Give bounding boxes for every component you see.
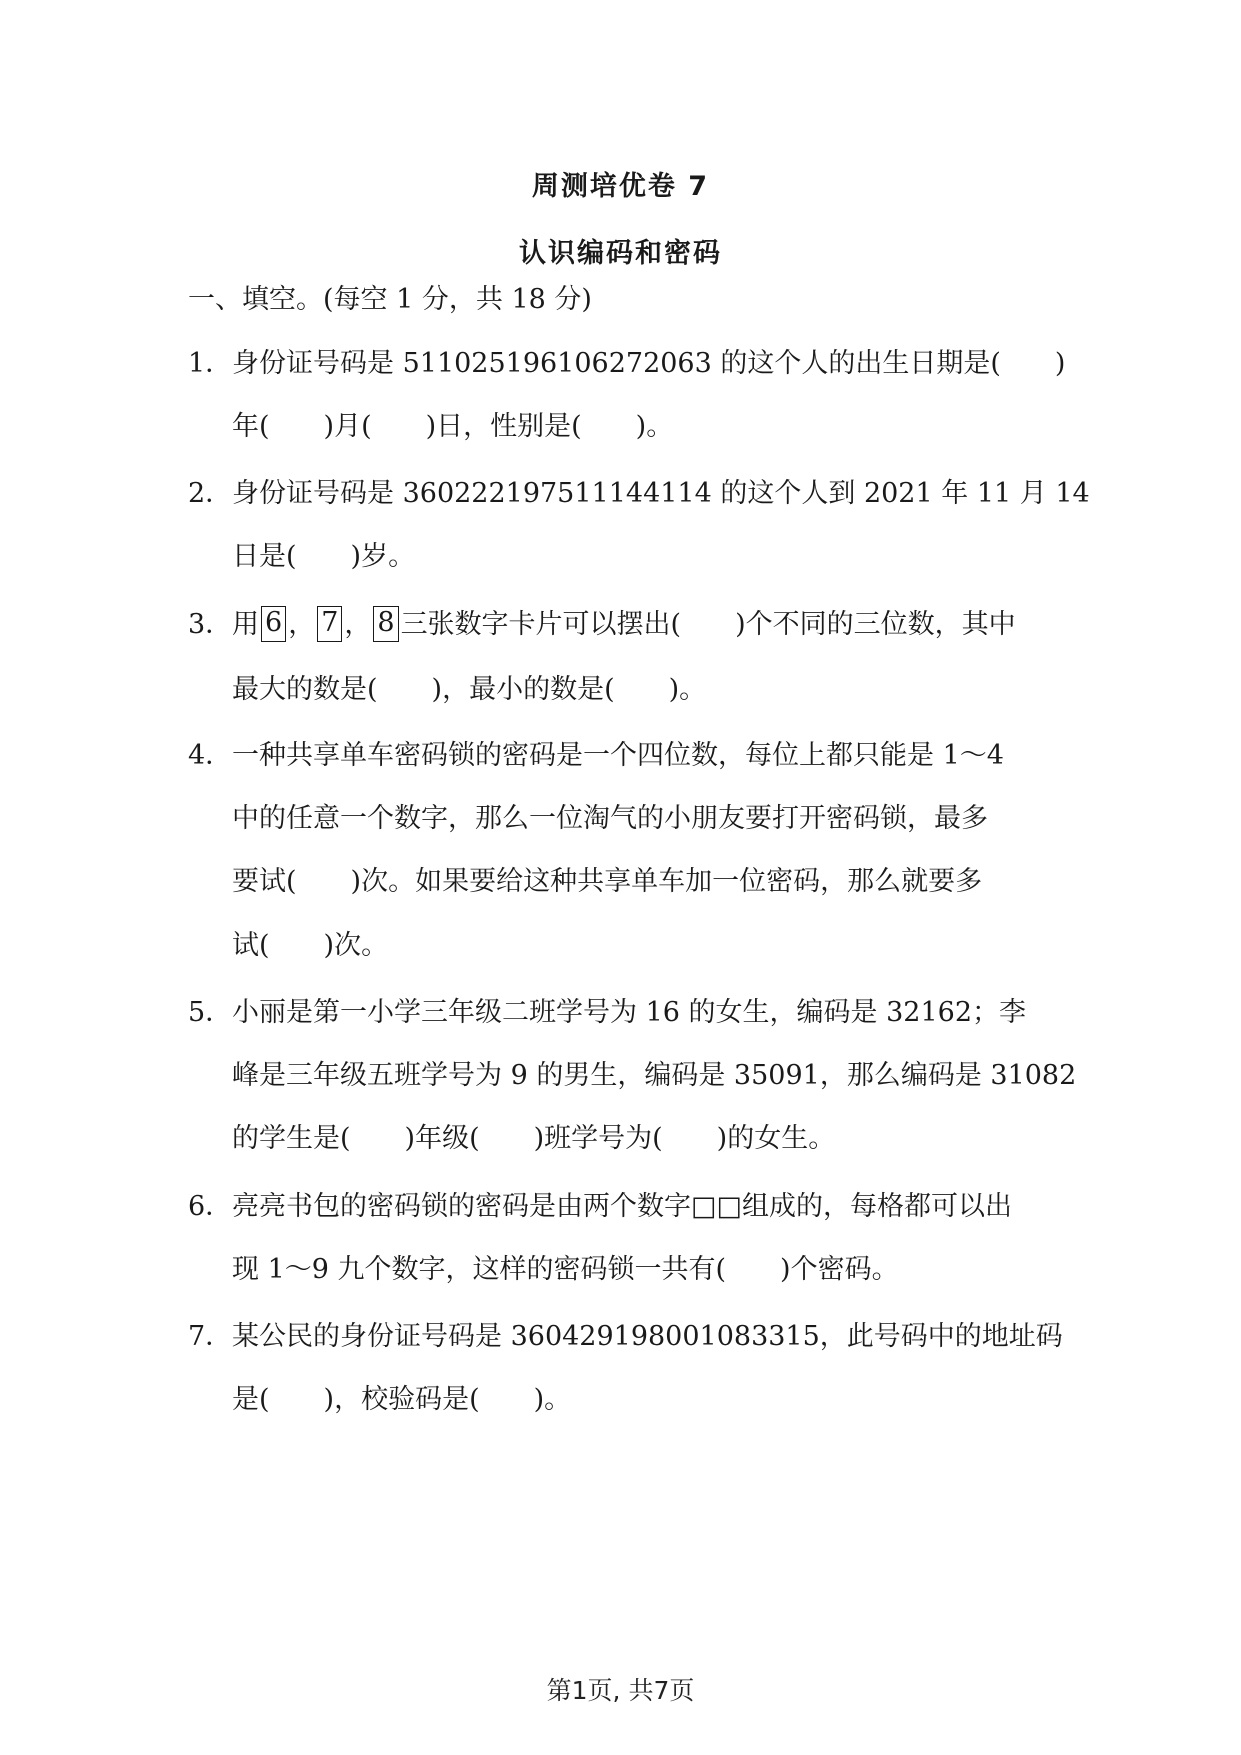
page-title: 周测培优卷 7 — [531, 171, 710, 202]
digit-card-7: 7 — [317, 606, 342, 642]
question-3-prefix: 用 — [232, 609, 259, 640]
question-3-line-2: 最大的数是( )，最小的数是( )。 — [232, 674, 707, 705]
question-5-line-1: 小丽是第一小学三年级二班学号为 16 的女生，编码是 32162；李 — [232, 997, 1026, 1028]
question-1-line-1: 身份证号码是 511025196106272063 的这个人的出生日期是( ) — [232, 348, 1066, 379]
page-footer: 第1页, 共7页 — [546, 1676, 695, 1705]
question-1-number: 1． — [188, 348, 233, 379]
question-6-number: 6． — [188, 1191, 233, 1222]
question-4-line-4: 试( )次。 — [232, 930, 389, 961]
question-4-line-3: 要试( )次。如果要给这种共享单车加一位密码，那么就要多 — [232, 866, 983, 897]
question-5-line-2: 峰是三年级五班学号为 9 的男生，编码是 35091，那么编码是 31082 — [232, 1060, 1077, 1091]
section-heading: 一、填空。(每空 1 分，共 18 分) — [188, 284, 592, 315]
question-7-number: 7． — [188, 1321, 233, 1352]
question-3-number: 3． — [188, 609, 233, 640]
question-3-suffix: 三张数字卡片可以摆出( )个不同的三位数，其中 — [400, 609, 1016, 640]
question-4-line-1: 一种共享单车密码锁的密码是一个四位数，每位上都只能是 1～4 — [232, 740, 1004, 771]
question-7-line-2: 是( )，校验码是( )。 — [232, 1384, 572, 1415]
question-5-line-3: 的学生是( )年级( )班学号为( )的女生。 — [232, 1123, 836, 1154]
question-6-line-1: 亮亮书包的密码锁的密码是由两个数字□□组成的，每格都可以出 — [232, 1191, 1013, 1222]
question-2-line-1: 身份证号码是 360222197511144114 的这个人到 2021 年 11 月 14 — [232, 478, 1090, 509]
question-7-line-1: 某公民的身份证号码是 360429198001083315，此号码中的地址码 — [232, 1321, 1063, 1352]
page-subtitle: 认识编码和密码 — [519, 238, 722, 269]
question-4-number: 4． — [188, 740, 233, 771]
question-2-line-2: 日是( )岁。 — [232, 541, 416, 572]
question-6-line-2: 现 1～9 九个数字，这样的密码锁一共有( )个密码。 — [232, 1254, 899, 1285]
question-1-line-2: 年( )月( )日，性别是( )。 — [232, 411, 674, 442]
question-2-number: 2． — [188, 478, 233, 509]
question-4-line-2: 中的任意一个数字，那么一位淘气的小朋友要打开密码锁，最多 — [232, 803, 988, 834]
question-5-number: 5． — [188, 997, 233, 1028]
digit-card-6: 6 — [261, 606, 286, 642]
digit-card-8: 8 — [373, 606, 398, 642]
question-3-line-1: 用 6 ， 7 ， 8 三张数字卡片可以摆出( )个不同的三位数，其中 — [232, 607, 1016, 640]
